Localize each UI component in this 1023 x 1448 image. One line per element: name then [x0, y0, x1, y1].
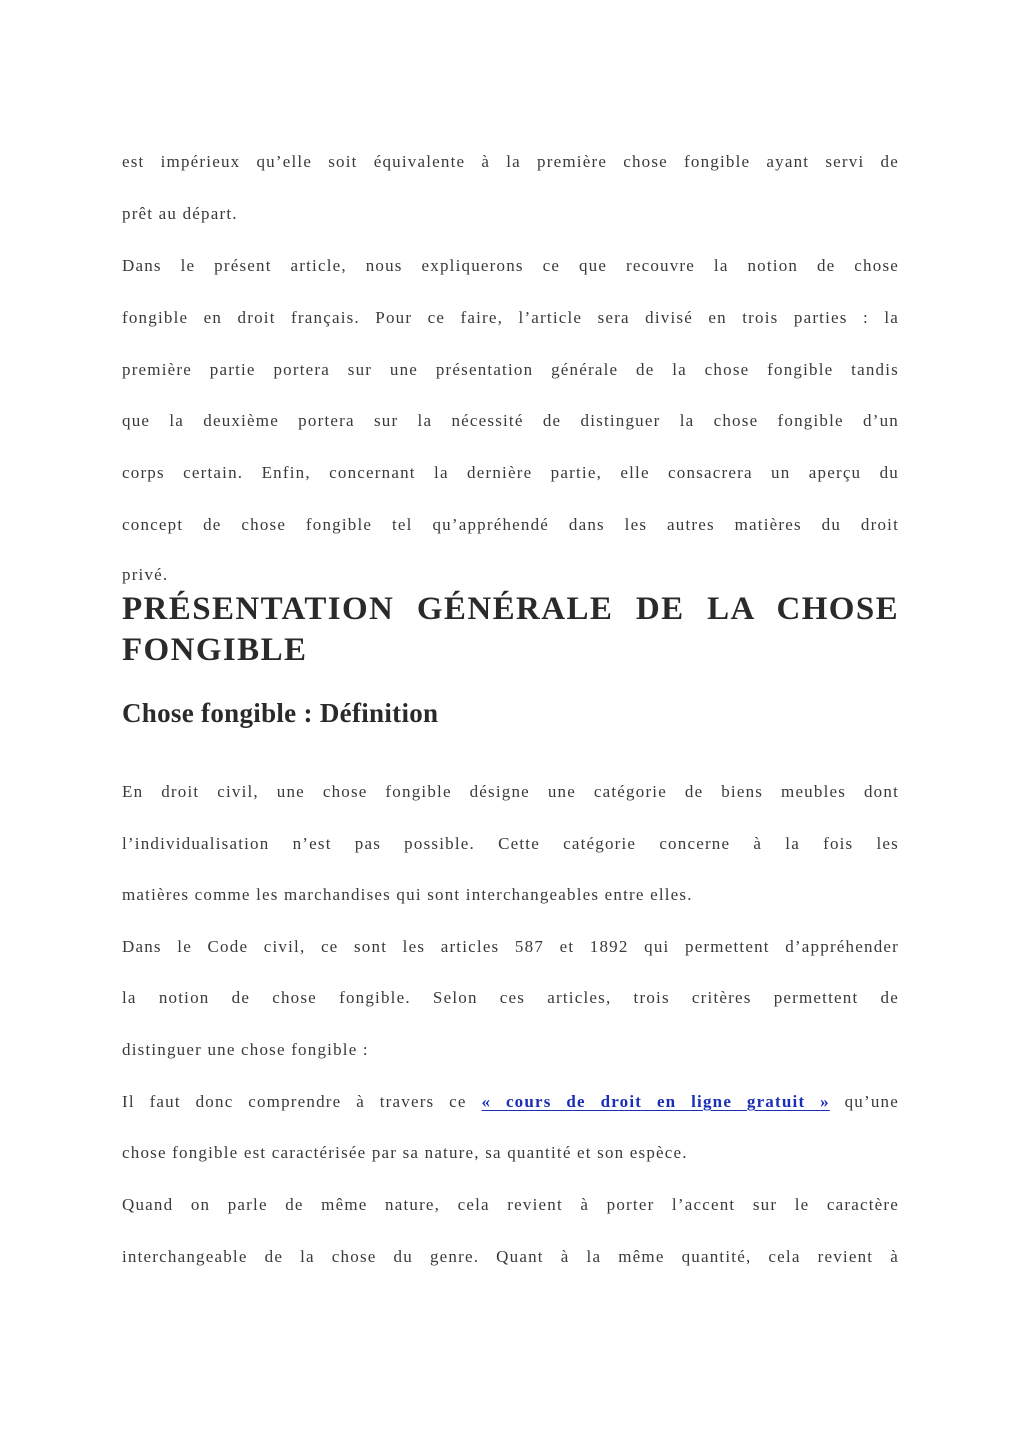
paragraph-line: privé.	[122, 565, 169, 584]
paragraph-line: concept de chose fongible tel qu’appréhendé dans les autres matières du droit	[122, 515, 899, 534]
section-heading-line: PRÉSENTATION GÉNÉRALE DE LA CHOSE	[122, 591, 899, 627]
paragraph-line: corps certain. Enfin, concernant la dernière partie, elle consacrera un aperçu du	[122, 463, 899, 482]
paragraph-line: interchangeable de la chose du genre. Quant à la même quantité, cela revient à	[122, 1247, 899, 1266]
paragraph-line: En droit civil, une chose fongible désigne une catégorie de biens meubles dont	[122, 782, 899, 801]
paragraph-line: distinguer une chose fongible :	[122, 1040, 369, 1059]
paragraph-line: prêt au départ.	[122, 204, 238, 223]
text-column	[122, 0, 899, 1448]
paragraph-line: fongible en droit français. Pour ce faire, l’article sera divisé en trois parties : la	[122, 308, 899, 327]
course-link[interactable]: « cours de droit en ligne gratuit »	[481, 1092, 830, 1111]
paragraph-line: chose fongible est caractérisée par sa nature, sa quantité et son espèce.	[122, 1143, 688, 1162]
paragraph-line: Dans le présent article, nous expliquerons ce que recouvre la notion de chose	[122, 256, 899, 275]
paragraph-line: l’individualisation n’est pas possible. Cette catégorie concerne à la fois les	[122, 834, 899, 853]
paragraph-line: est impérieux qu’elle soit équivalente à la première chose fongible ayant servi de	[122, 152, 899, 171]
paragraph-line: Dans le Code civil, ce sont les articles 587 et 1892 qui permettent d’appréhender	[122, 937, 899, 956]
subsection-heading: Chose fongible : Définition	[122, 698, 439, 728]
paragraph-text: qu’une	[829, 1092, 899, 1111]
paragraph-line: Quand on parle de même nature, cela revient à porter l’accent sur le caractère	[122, 1195, 899, 1214]
paragraph-line: première partie portera sur une présentation générale de la chose fongible tandis	[122, 360, 899, 379]
paragraph-line-with-link	[122, 1092, 899, 1112]
paragraph-line: que la deuxième portera sur la nécessité de distinguer la chose fongible d’un	[122, 411, 899, 430]
section-heading-line: FONGIBLE	[122, 632, 308, 668]
paragraph-text: Il faut donc comprendre à travers ce	[122, 1092, 482, 1111]
paragraph-line: la notion de chose fongible. Selon ces articles, trois critères permettent de	[122, 988, 899, 1007]
paragraph-line: matières comme les marchandises qui sont interchangeables entre elles.	[122, 885, 693, 904]
